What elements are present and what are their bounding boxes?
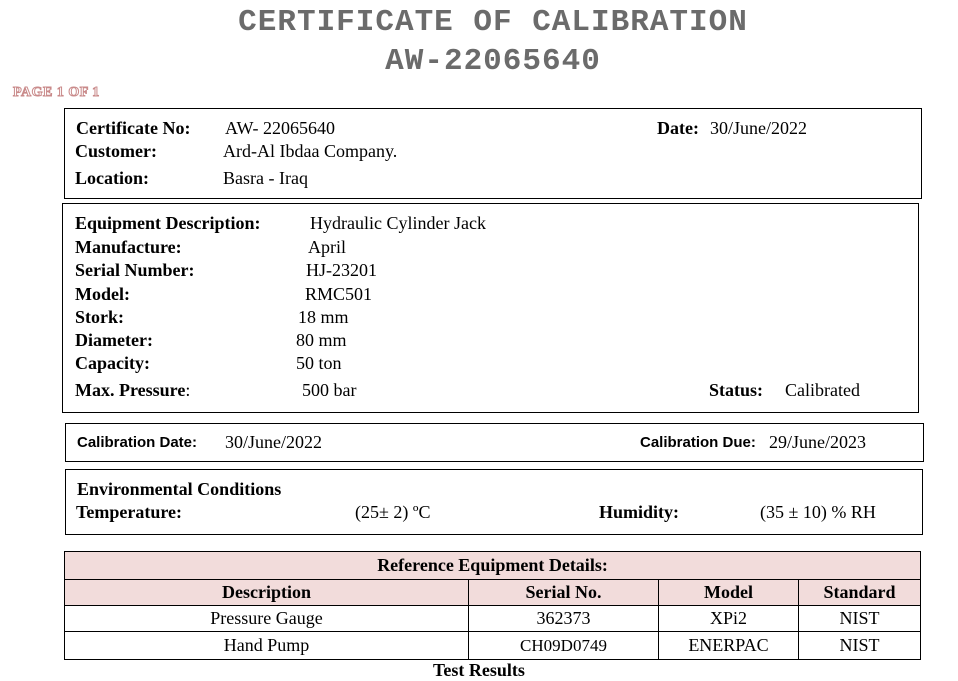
table-cell: CH09D0749 xyxy=(469,632,659,660)
reference-table-heading: Reference Equipment Details: xyxy=(65,552,921,580)
test-results-heading: Test Results xyxy=(433,660,525,680)
certificate-no-value: AW- 22065640 xyxy=(225,118,336,138)
table-row xyxy=(65,632,921,660)
date-value: 30/June/2022 xyxy=(710,118,807,138)
serial-number-label: Serial Number: xyxy=(75,260,195,280)
table-cell: Pressure Gauge xyxy=(65,606,469,632)
calibration-due-value: 29/June/2023 xyxy=(769,432,866,452)
temperature-label: Temperature: xyxy=(76,502,182,522)
serial-number-value: HJ-23201 xyxy=(306,260,377,280)
certificate-no-label: Certificate No: xyxy=(76,118,191,138)
max-pressure-label-text: Max. Pressure xyxy=(75,380,186,400)
max-pressure-colon: : xyxy=(185,380,191,400)
stork-value: 18 mm xyxy=(298,307,349,327)
max-pressure-label xyxy=(75,380,190,401)
manufacture-label: Manufacture: xyxy=(75,237,182,257)
customer-value: Ard-Al Ibdaa Company. xyxy=(223,141,398,161)
customer-label: Customer: xyxy=(75,141,157,161)
date-label: Date: xyxy=(657,118,699,138)
table-row xyxy=(65,606,921,632)
diameter-label: Diameter: xyxy=(75,330,153,350)
calibration-date-label: Calibration Date: xyxy=(77,434,198,451)
environment-heading: Environmental Conditions xyxy=(77,479,282,499)
page-indicator: PAGE 1 OF 1 xyxy=(13,85,100,100)
stork-label: Stork: xyxy=(75,307,124,327)
status-label: Status: xyxy=(709,380,764,400)
calibration-date-value: 30/June/2022 xyxy=(225,432,322,452)
temperature-value: (25± 2) ºC xyxy=(355,502,431,522)
diameter-value: 80 mm xyxy=(296,330,347,350)
column-header-standard: Standard xyxy=(799,580,921,606)
table-cell: Hand Pump xyxy=(65,632,469,660)
table-cell: NIST xyxy=(799,606,921,632)
table-cell: XPi2 xyxy=(659,606,799,632)
capacity-value: 50 ton xyxy=(296,353,342,373)
calibration-due-label: Calibration Due: xyxy=(640,434,756,451)
table-cell: 362373 xyxy=(469,606,659,632)
reference-equipment-table xyxy=(64,551,921,660)
column-header-serial: Serial No. xyxy=(469,580,659,606)
column-header-model: Model xyxy=(659,580,799,606)
humidity-value: (35 ± 10) % RH xyxy=(760,502,876,522)
model-value: RMC501 xyxy=(305,284,373,304)
manufacture-value: April xyxy=(308,237,346,257)
humidity-label: Humidity: xyxy=(599,502,680,522)
capacity-label: Capacity: xyxy=(75,353,150,373)
location-value: Basra - Iraq xyxy=(223,168,308,188)
location-label: Location: xyxy=(75,168,149,188)
table-cell: ENERPAC xyxy=(659,632,799,660)
model-label: Model: xyxy=(75,284,130,304)
certificate-number-heading: AW-22065640 xyxy=(385,44,601,79)
status-value: Calibrated xyxy=(785,380,860,400)
equipment-description-value: Hydraulic Cylinder Jack xyxy=(310,213,486,233)
table-cell: NIST xyxy=(799,632,921,660)
max-pressure-value: 500 bar xyxy=(302,380,357,400)
column-header-description: Description xyxy=(65,580,469,606)
certificate-title: CERTIFICATE OF CALIBRATION xyxy=(238,5,748,40)
equipment-description-label: Equipment Description: xyxy=(75,213,261,233)
